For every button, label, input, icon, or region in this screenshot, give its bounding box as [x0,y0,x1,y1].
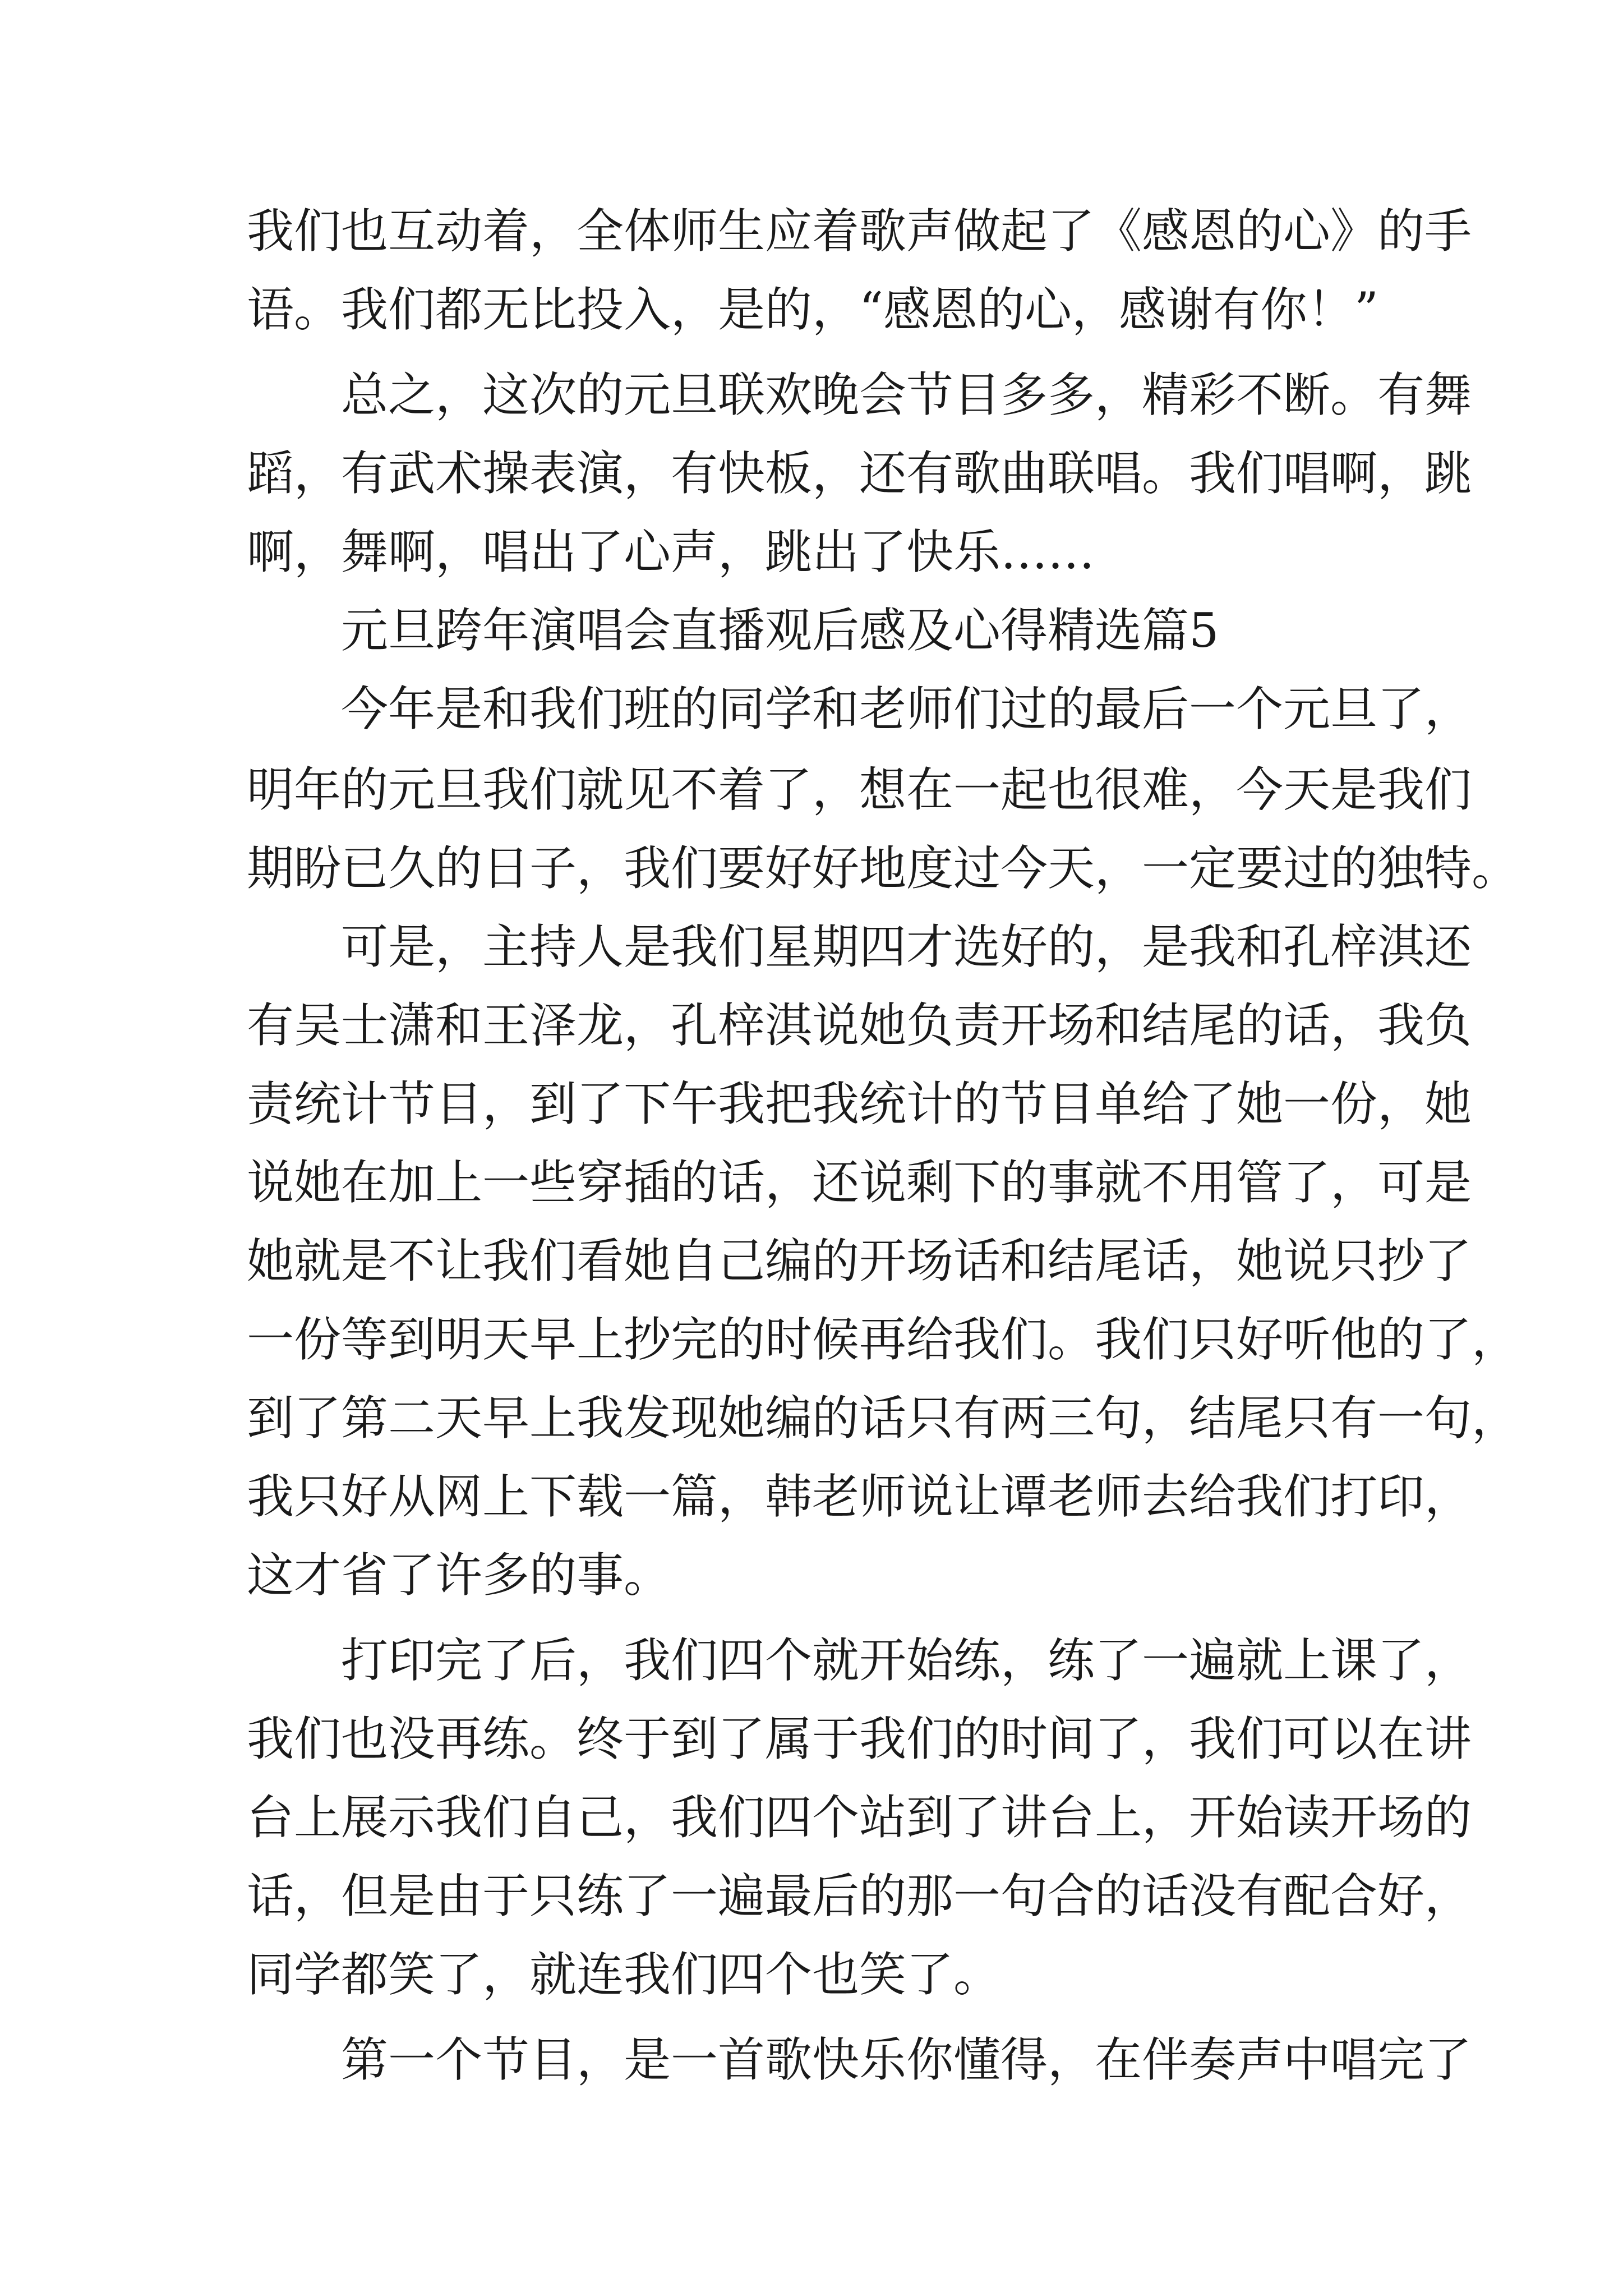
text-line: 蹈，有武术操表演，有快板，还有歌曲联唱。我们唱啊，跳 [247,446,1472,501]
text-line: 期盼已久的日子，我们要好好地度过今天，一定要过的独特。 [247,841,1519,896]
text-line: 同学都笑了，就连我们四个也笑了。 [247,1947,1001,2002]
text-line: 我们也互动着，全体师生应着歌声做起了《感恩的心》的手 [247,204,1472,259]
text-line: 台上展示我们自己，我们四个站到了讲台上，开始读开场的 [247,1790,1472,1845]
section-heading: 元旦跨年演唱会直播观后感及心得精选篇5 [341,603,1219,658]
text-line: 啊，舞啊，唱出了心声，跳出了快乐…… [247,524,1095,579]
text-line: 到了第二天早上我发现她编的话只有两三句，结尾只有一句， [247,1391,1519,1446]
text-line: 打印完了后，我们四个就开始练，练了一遍就上课了， [341,1633,1472,1688]
text-line: 我只好从网上下载一篇，韩老师说让谭老师去给我们打印， [247,1469,1472,1524]
text-line: 一份等到明天早上抄完的时候再给我们。我们只好听他的了， [247,1312,1519,1367]
text-line: 话，但是由于只练了一遍最后的那一句合的话没有配合好， [247,1869,1472,1924]
text-line: 今年是和我们班的同学和老师们过的最后一个元旦了， [341,682,1472,737]
text-line: 语。我们都无比投入，是的，“感恩的心，感谢有你！” [247,282,1378,337]
text-line: 总之，这次的元旦联欢晚会节目多多，精彩不断。有舞 [341,367,1472,422]
text-line: 她就是不让我们看她自己编的开场话和结尾话，她说只抄了 [247,1234,1472,1289]
text-line: 责统计节目，到了下午我把我统计的节目单给了她一份，她 [247,1076,1472,1131]
text-line: 有吴士潇和王泽龙，孔梓淇说她负责开场和结尾的话，我负 [247,998,1472,1053]
text-line: 这才省了许多的事。 [247,1548,671,1603]
text-line: 我们也没再练。终于到了属于我们的时间了，我们可以在讲 [247,1711,1472,1766]
text-line: 明年的元旦我们就见不着了，想在一起也很难，今天是我们 [247,762,1472,817]
text-line: 说她在加上一些穿插的话，还说剩下的事就不用管了，可是 [247,1155,1472,1210]
text-line: 可是，主持人是我们星期四才选好的，是我和孔梓淇还 [341,919,1472,974]
text-line: 第一个节目，是一首歌快乐你懂得，在伴奏声中唱完了 [341,2032,1472,2087]
